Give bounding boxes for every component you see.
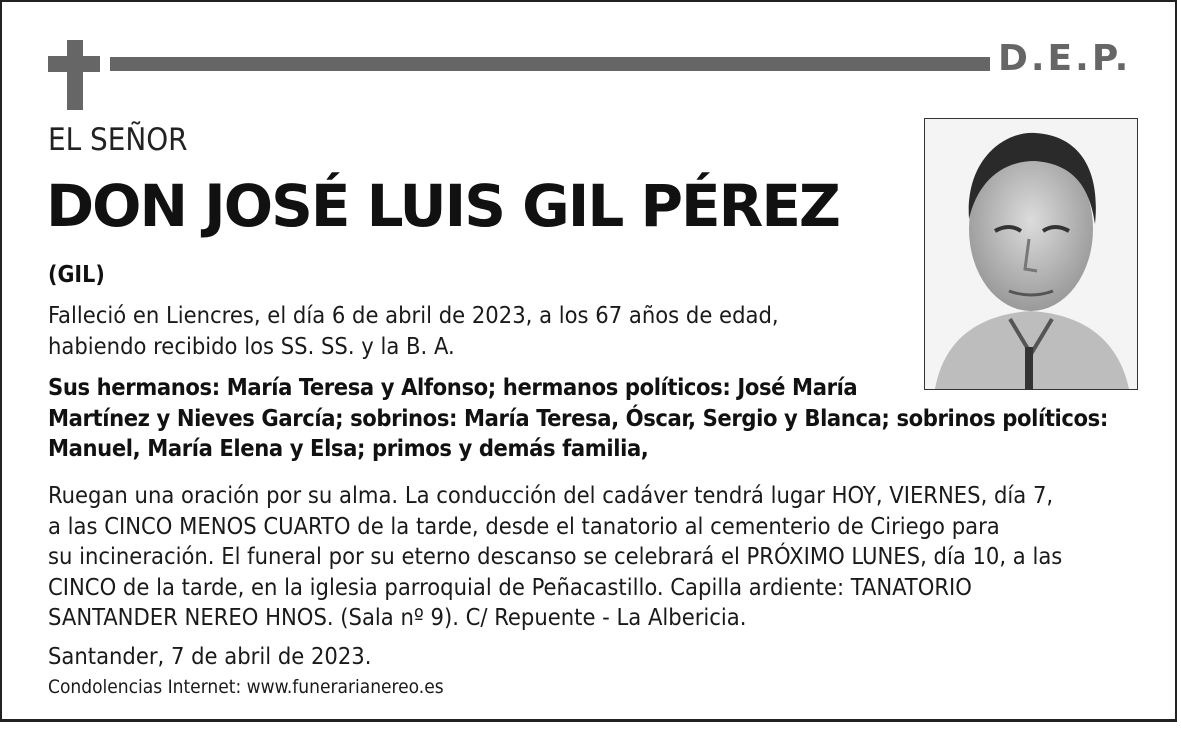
header-rule: [110, 57, 990, 71]
text-line: CINCO de la tarde, en la iglesia parroquial de Peñacastillo. Capilla ardiente: TANATORIO: [48, 572, 972, 601]
text-line: Falleció en Liencres, el día 6 de abril de 2023, a los 67 años de edad,: [48, 301, 779, 329]
text-line: a las CINCO MENOS CUARTO de la tarde, desde el tanatorio al cementerio de Ciriego para: [48, 511, 1000, 540]
deceased-name: DON JOSÉ LUIS GIL PÉREZ: [46, 172, 839, 240]
text-line: SANTANDER NEREO HNOS. (Sala nº 9). C/ Repuente - La Albericia.: [48, 603, 747, 631]
condolences-link[interactable]: Condolencias Internet: www.funerarianereo.es: [48, 676, 444, 698]
portrait-photo: [924, 118, 1138, 390]
family-paragraph: [48, 372, 1108, 464]
portrait-illustration: [925, 119, 1137, 389]
text-line: habiendo recibido los SS. SS. y la B. A.: [48, 331, 455, 360]
text-line: Manuel, María Elena y Elsa; primos y demás familia,: [48, 434, 649, 462]
text-line: Sus hermanos: María Teresa y Alfonso; hermanos políticos: José María: [48, 373, 858, 401]
service-paragraph: [48, 480, 1062, 633]
city-date: Santander, 7 de abril de 2023.: [48, 642, 372, 670]
dep-label: D.E.P.: [998, 38, 1132, 79]
text-line: Ruegan una oración por su alma. La conducción del cadáver tendrá lugar HOY, VIERNES, día 7,: [48, 481, 1054, 509]
nickname: (GIL): [48, 262, 105, 288]
cross-icon: [48, 40, 100, 110]
text-line: Martínez y Nieves García; sobrinos: María Teresa, Óscar, Sergio y Blanca; sobrinos políticos:: [48, 403, 1108, 432]
text-line: su incineración. El funeral por su eterno descanso se celebrará el PRÓXIMO LUNES, día 10, a las: [48, 542, 1063, 570]
honorific: EL SEÑOR: [48, 122, 188, 158]
death-paragraph: [48, 300, 779, 361]
